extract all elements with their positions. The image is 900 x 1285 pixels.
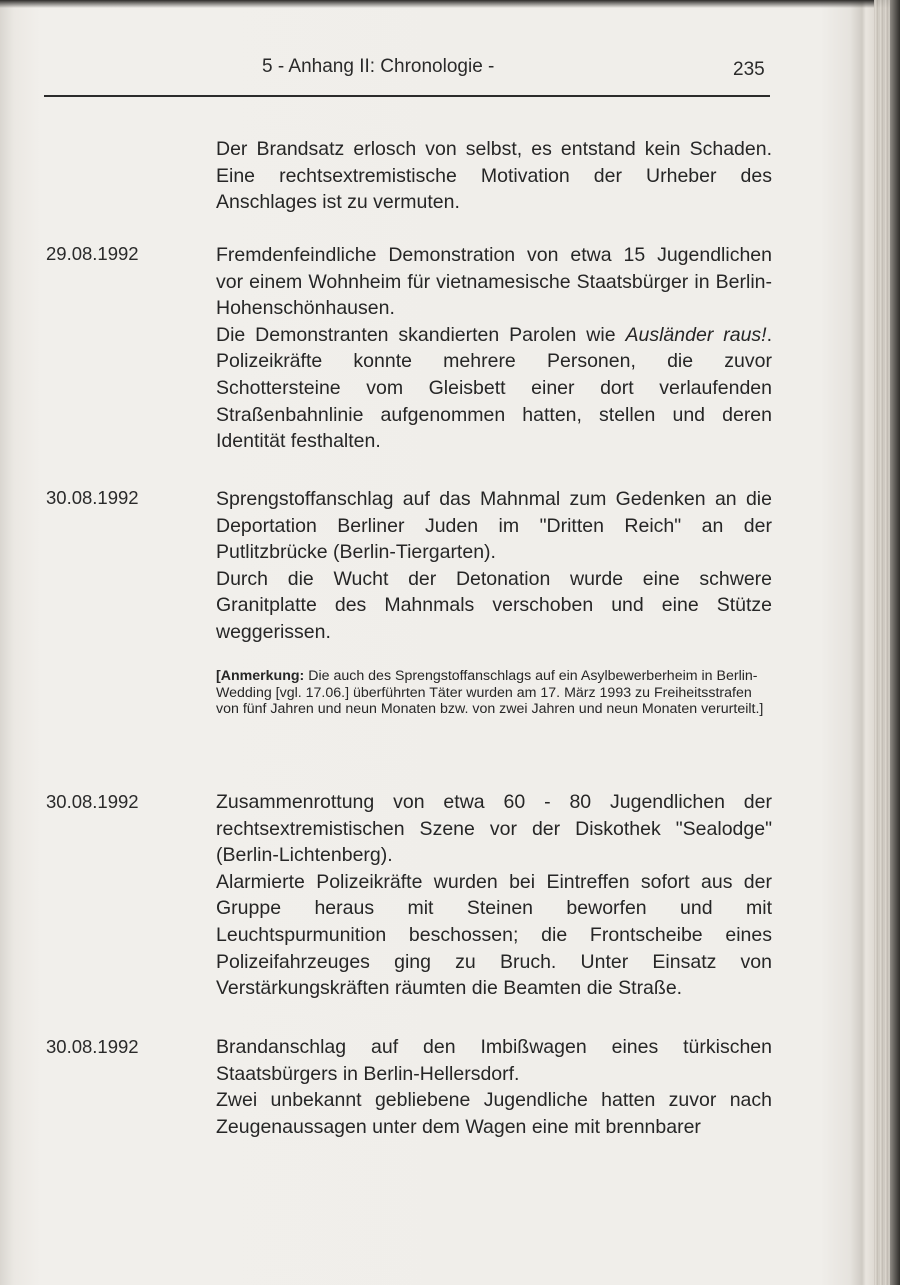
entry-date: 30.08.1992 xyxy=(46,487,139,508)
entry-text xyxy=(216,1034,772,1140)
quoted-slogan: Ausländer raus! xyxy=(625,323,767,346)
entry-date: 30.08.1992 xyxy=(46,1036,139,1057)
entry-paragraph: Sprengstoffanschlag auf das Mahnmal zum Gedenken an die Deportation Berliner Juden im "Dritten Reich" an der Putlitzbrücke (Berlin-Tiergarten). xyxy=(216,488,772,564)
entry-text xyxy=(216,242,772,455)
annotation-note xyxy=(216,668,772,718)
entry-paragraph-rest: . Polizeikräfte konnte mehrere Personen, die zuvor Schottersteine vom Gleisbett einer dort verlaufenden Straßenbahnlinie aufgenommen hatten, stellen und deren Identität festhalten. xyxy=(216,323,773,453)
entry-paragraph: Zusammenrottung von etwa 60 - 80 Jugendlichen der rechtsextremistischen Szene vor der Diskothek "Sealodge" (Berlin-Lichtenberg). xyxy=(216,791,772,867)
note-text: Die auch des Sprengstoffanschlags auf ein Asylbewerberheim in Berlin-Wedding [vgl. 17.06.] überführten Täter wurden am 17. März 1993 zu Freiheitsstrafen von fünf Jahren und neun Monaten bzw. von zwei Jahren und neun Monaten verurteilt.] xyxy=(216,668,764,718)
entry-paragraph: Durch die Wucht der Detonation wurde eine schwere Granitplatte des Mahnmals verschoben und eine Stütze weggerissen. xyxy=(216,567,772,643)
running-header: 5 - Anhang II: Chronologie - xyxy=(262,56,495,77)
page-number: 235 xyxy=(733,59,765,80)
header-rule xyxy=(44,95,770,97)
entry-date: 30.08.1992 xyxy=(46,791,139,812)
entry-paragraph: Alarmierte Polizeikräfte wurden bei Eintreffen sofort aus der Gruppe heraus mit Steinen beworfen und mit Leuchtspurmunition beschossen; die Frontscheibe eines Polizeifahrzeuges ging zu Bruch. Unter Einsatz von Verstärkungskräften räumten die Beamten die Straße. xyxy=(216,870,772,1000)
book-spine-shadow xyxy=(890,0,900,1285)
intro-paragraph: Der Brandsatz erlosch von selbst, es entstand kein Schaden. Eine rechtsextremistische Motivation der Urheber des Anschlages ist zu vermuten. xyxy=(216,138,772,214)
note-label: [Anmerkung: xyxy=(216,668,305,684)
top-shadow xyxy=(0,0,900,8)
entry-paragraph: Brandanschlag auf den Imbißwagen eines türkischen Staatsbürgers in Berlin-Hellersdorf. xyxy=(216,1036,772,1085)
entry-date: 29.08.1992 xyxy=(46,243,139,264)
entry-paragraph: Zwei unbekannt gebliebene Jugendliche hatten zuvor nach Zeugenaussagen unter dem Wagen eine mit brennbarer xyxy=(216,1089,772,1138)
entry-text xyxy=(216,486,772,646)
entry-paragraph: Fremdenfeindliche Demonstration von etwa 15 Jugendlichen vor einem Wohnheim für vietnamesische Staatsbürger in Berlin-Hohenschönhausen. xyxy=(216,244,772,320)
entry-paragraph-lead: Die Demonstranten skandierten Parolen wie xyxy=(216,323,626,346)
entry-text xyxy=(216,789,772,1002)
